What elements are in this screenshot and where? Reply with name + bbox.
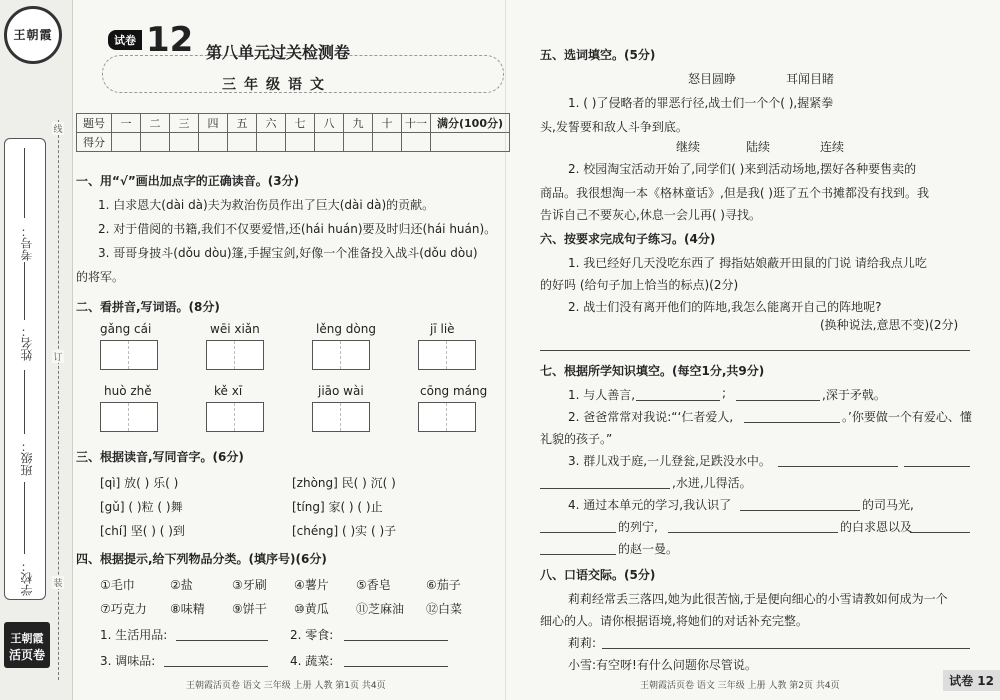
brand-line1: 王朝霞 — [10, 632, 44, 645]
label-exam-id: 考号： — [20, 225, 34, 261]
score-cell[interactable] — [257, 133, 286, 152]
homophone-row[interactable]: [chí] 坚( ) ( )到 — [100, 524, 185, 538]
s7-l3a: 3. 群儿戏于庭,一儿登瓮,足跌没水中。 — [568, 454, 771, 468]
score-value-row — [77, 133, 510, 152]
char-grid[interactable] — [100, 340, 158, 370]
answer-line[interactable] — [668, 520, 838, 533]
char-grid[interactable] — [312, 402, 370, 432]
footer-left: 王朝霞活页卷 语文 三年级 上册 人教 第1页 共4页 — [186, 681, 386, 691]
score-cell-total[interactable] — [431, 133, 510, 152]
paper-badge: 试卷 — [108, 30, 142, 50]
category-seasoning: 3. 调味品: — [100, 654, 156, 668]
item: ⑪芝麻油 — [356, 602, 405, 616]
score-cell[interactable] — [315, 133, 344, 152]
s8-xue: 小雪:有空呀!有什么问题你尽管说。 — [568, 658, 757, 672]
s8-lili: 莉莉: — [568, 636, 597, 650]
item: ⑧味精 — [170, 602, 205, 616]
s7-l4e: 的赵一曼。 — [618, 542, 679, 556]
s7-l3b: ,水迸,儿得活。 — [672, 476, 752, 490]
score-cell[interactable] — [286, 133, 315, 152]
label-school: 学校： — [20, 560, 34, 596]
word-choice: 陆续 — [746, 140, 771, 154]
s7-l1c: ,深于矛戟。 — [822, 388, 886, 402]
cut-mark-zhuang: 装 — [52, 576, 64, 589]
s5-line2c[interactable]: 告诉自己不要灰心,休息一会儿再( )寻找。 — [540, 208, 761, 222]
score-cell[interactable] — [170, 133, 199, 152]
name-line[interactable] — [24, 262, 25, 320]
s7-l4b: 的司马光, — [862, 498, 914, 512]
char-grid[interactable] — [100, 402, 158, 432]
item: ④薯片 — [294, 578, 329, 592]
score-table — [76, 113, 510, 152]
s7-title: 七、根据所学知识填空。(每空1分,共9分) — [540, 364, 765, 378]
s8-p2: 细心的人。请你根据语境,将她们的对话补充完整。 — [540, 614, 808, 628]
answer-line[interactable] — [164, 654, 268, 667]
answer-line[interactable] — [736, 388, 820, 401]
word-choice: 继续 — [676, 140, 701, 154]
pinyin-label: jiāo wài — [318, 384, 364, 398]
word-choice: 怒目圆睁 — [688, 72, 737, 86]
answer-line[interactable] — [744, 410, 840, 423]
s7-l1b: ; — [722, 386, 727, 400]
s5-line1b: 头,发誓要和敌人斗争到底。 — [540, 120, 688, 134]
score-head: 十 — [373, 114, 402, 133]
homophone-row[interactable]: [zhòng] 民( ) 沉( ) — [292, 476, 396, 490]
char-grid[interactable] — [312, 340, 370, 370]
answer-line[interactable] — [740, 498, 860, 511]
s4-title: 四、根据提示,给下列物品分类。(填序号)(6分) — [76, 552, 327, 566]
s5-title: 五、选词填空。(5分) — [540, 48, 656, 62]
answer-line[interactable] — [904, 454, 970, 467]
page-divider — [505, 0, 506, 700]
cut-mark-xian: 线 — [52, 122, 64, 135]
score-cell[interactable] — [141, 133, 170, 152]
item: ①毛巾 — [100, 578, 135, 592]
answer-line[interactable] — [540, 476, 670, 489]
item: ②盐 — [170, 578, 193, 592]
brand-line2: 活页卷 — [8, 648, 45, 662]
score-row-label: 得分 — [77, 133, 112, 152]
class-line[interactable] — [24, 370, 25, 434]
item: ⑫白菜 — [426, 602, 463, 616]
s1-title: 一、用“√”画出加点字的正确读音。(3分) — [76, 174, 300, 188]
score-head: 四 — [199, 114, 228, 133]
char-grid[interactable] — [418, 402, 476, 432]
pinyin-label: gǎng cái — [100, 322, 152, 336]
paper-subtitle: 三年级语文 — [222, 77, 332, 93]
score-head: 六 — [257, 114, 286, 133]
score-head: 五 — [228, 114, 257, 133]
item: ⑤香皂 — [356, 578, 391, 592]
category-snacks: 2. 零食: — [290, 628, 334, 642]
brand-logo — [4, 622, 50, 668]
s5-line1a[interactable]: 1. ( )了侵略者的罪恶行径,战士们一个个( ),握紧拳 — [568, 96, 834, 110]
s7-l1: 1. 与人善言, — [568, 388, 636, 402]
s6-line1a[interactable]: 1. 我已经好几天没吃东西了 拇指姑娘蔽开田鼠的门说 请给我点儿吃 — [568, 256, 927, 270]
word-choice: 连续 — [820, 140, 845, 154]
score-cell[interactable] — [373, 133, 402, 152]
answer-line[interactable] — [176, 628, 268, 641]
score-cell[interactable] — [228, 133, 257, 152]
page-tag: 试卷 12 — [943, 670, 1000, 691]
category-living: 1. 生活用品: — [100, 628, 168, 642]
word-choice: 耳闻目睹 — [786, 72, 835, 86]
item: ⑨饼干 — [232, 602, 267, 616]
s8-title: 八、口语交际。(5分) — [540, 568, 656, 582]
score-head: 二 — [141, 114, 170, 133]
s6-line1b: 的好吗 (给句子加上恰当的标点)(2分) — [540, 278, 739, 292]
cut-line — [58, 120, 59, 680]
answer-line[interactable] — [540, 338, 970, 351]
score-head-total: 满分(100分) — [431, 114, 510, 133]
paper-number: 12 — [146, 20, 194, 60]
pinyin-label: kě xī — [214, 384, 243, 398]
score-head: 一 — [112, 114, 141, 133]
s7-l4a: 4. 通过本单元的学习,我认识了 — [568, 498, 732, 512]
homophone-row[interactable]: [tíng] 家( ) ( )止 — [292, 500, 383, 514]
s6-line2: 2. 战士们没有离开他们的阵地,我怎么能离开自己的阵地呢? — [568, 300, 882, 314]
score-head: 九 — [344, 114, 373, 133]
s1-line2[interactable]: 2. 对于借阅的书籍,我们不仅要爱惜,还(hái huán)要及时归还(hái huán)。 — [98, 222, 497, 236]
item: ⑩黄瓜 — [294, 602, 329, 616]
exam-id-line[interactable] — [24, 148, 25, 218]
char-grid[interactable] — [418, 340, 476, 370]
score-head: 十一 — [402, 114, 431, 133]
score-cell[interactable] — [199, 133, 228, 152]
category-vegetables: 4. 蔬菜: — [290, 654, 334, 668]
label-name: 姓名： — [20, 325, 34, 361]
score-head: 三 — [170, 114, 199, 133]
answer-line[interactable] — [540, 520, 616, 533]
answer-line[interactable] — [602, 636, 970, 649]
s1-line1[interactable]: 1. 白求恩大(dài dà)夫为救治伤员作出了巨大(dài dà)的贡献。 — [98, 198, 435, 212]
item: ⑦巧克力 — [100, 602, 147, 616]
homophone-row[interactable]: [gǔ] ( )粒 ( )舞 — [100, 500, 183, 514]
homophone-row[interactable]: [qì] 放( ) 乐( ) — [100, 476, 179, 490]
answer-line[interactable] — [540, 542, 616, 555]
s7-l2a: 2. 爸爸常常对我说:“‘仁者爱人, — [568, 410, 734, 424]
char-grid[interactable] — [206, 402, 264, 432]
s5-line2b[interactable]: 商品。我很想淘一本《格林童话》,但是我( )逛了五个书摊都没有找到。我 — [540, 186, 929, 200]
s6-line2-note: (换种说法,意思不变)(2分) — [820, 318, 959, 332]
s3-title: 三、根据读音,写同音字。(6分) — [76, 450, 244, 464]
score-head: 七 — [286, 114, 315, 133]
score-cell[interactable] — [402, 133, 431, 152]
s6-title: 六、按要求完成句子练习。(4分) — [540, 232, 716, 246]
s7-l4d: 的白求恩以及 — [840, 520, 913, 534]
answer-line[interactable] — [344, 654, 448, 667]
char-grid[interactable] — [206, 340, 264, 370]
s7-l2c: 礼貌的孩子。” — [540, 432, 613, 446]
score-head: 题号 — [77, 114, 112, 133]
answer-line[interactable] — [636, 388, 720, 401]
homophone-row[interactable]: [chéng] ( )实 ( )子 — [292, 524, 397, 538]
answer-line[interactable] — [910, 520, 970, 533]
score-head: 八 — [315, 114, 344, 133]
s5-line2a[interactable]: 2. 校园淘宝活动开始了,同学们( )来到活动场地,摆好各种要售卖的 — [568, 162, 917, 176]
student-info-box — [4, 138, 46, 600]
s1-line3[interactable]: 3. 哥哥身披斗(dǒu dòu)篷,手握宝剑,好像一个准备投入战斗(dǒu dòu) — [98, 246, 478, 260]
answer-line[interactable] — [344, 628, 448, 641]
score-cell[interactable] — [344, 133, 373, 152]
score-header-row — [77, 114, 510, 133]
item: ③牙刷 — [232, 578, 267, 592]
score-cell[interactable] — [112, 133, 141, 152]
paper-title: 第八单元过关检测卷 — [206, 43, 351, 62]
s7-l4c: 的列宁, — [618, 520, 658, 534]
publisher-seal — [4, 6, 62, 64]
pinyin-label: lěng dòng — [316, 322, 376, 336]
pinyin-label: huò zhě — [104, 384, 152, 398]
label-class: 班级： — [20, 440, 34, 476]
s1-line4: 的将军。 — [76, 270, 125, 284]
answer-line[interactable] — [778, 454, 898, 467]
s8-p1: 莉莉经常丢三落四,她为此很苦恼,于是便向细心的小雪请教如何成为一个 — [568, 592, 948, 606]
s2-title: 二、看拼音,写词语。(8分) — [76, 300, 220, 314]
pinyin-label: jī liè — [430, 322, 455, 336]
pinyin-label: cōng máng — [420, 384, 488, 398]
pinyin-label: wēi xiǎn — [210, 322, 260, 336]
item: ⑥茄子 — [426, 578, 461, 592]
school-line[interactable] — [24, 482, 25, 554]
s7-l2b: 。’你要做一个有爱心、懂 — [842, 410, 972, 424]
cut-mark-ding: 订 — [52, 350, 64, 363]
seal-text: 王朝霞 — [13, 28, 53, 42]
footer-right: 王朝霞活页卷 语文 三年级 上册 人教 第2页 共4页 — [640, 681, 840, 691]
